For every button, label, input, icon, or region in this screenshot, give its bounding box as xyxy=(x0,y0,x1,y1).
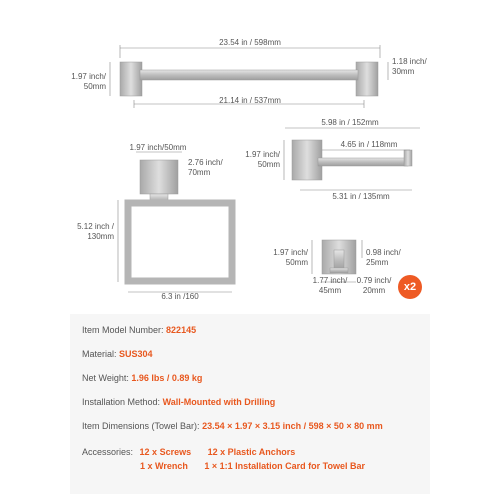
bar-inner-dimension: 21.14 in / 537mm xyxy=(219,96,281,105)
spec-weight-label: Net Weight: xyxy=(82,373,129,383)
bar-height-mm: 50mm xyxy=(83,82,106,91)
hook-base-mm: 25mm xyxy=(366,258,389,267)
bar-depth-in: 1.18 inch/ xyxy=(392,57,427,66)
ring-height-dimension xyxy=(64,222,114,242)
hook-height-dimension xyxy=(258,248,308,268)
spec-install-label: Installation Method: xyxy=(82,397,161,407)
hook-depth-mm: 20mm xyxy=(362,286,386,295)
spec-accessory-wrench: 1 x Wrench xyxy=(140,461,188,471)
spec-install-row xyxy=(82,396,275,408)
tp-total-dimension: 5.98 in / 152mm xyxy=(321,118,379,127)
hook-base-in: 0.98 inch/ xyxy=(366,248,401,257)
ring-height-in: 5.12 inch / xyxy=(77,222,114,231)
hook-height-in: 1.97 inch/ xyxy=(273,248,308,257)
spec-weight-value: 1.96 lbs / 0.89 kg xyxy=(131,373,203,383)
tp-arm-dimension: 4.65 in / 118mm xyxy=(340,140,398,149)
spec-material-row xyxy=(82,348,153,360)
spec-accessories-row xyxy=(82,446,295,458)
spec-install-value: Wall-Mounted with Drilling xyxy=(162,397,276,407)
hook-width-mm: 45mm xyxy=(318,286,342,295)
spec-accessories-label: Accessories: xyxy=(82,447,134,457)
spec-weight-row xyxy=(82,372,202,384)
ring-width-top-dimension: 1.97 inch/50mm xyxy=(129,143,187,152)
hook-height-mm: 50mm xyxy=(285,258,308,267)
spec-accessory-anchors: 12 x Plastic Anchors xyxy=(207,447,296,457)
hook-width-in: 1.77 inch/ xyxy=(312,276,348,285)
bar-total-dimension: 23.54 in / 598mm xyxy=(219,38,281,47)
tp-height-in: 1.97 inch/ xyxy=(245,150,280,159)
quantity-badge: x2 xyxy=(398,275,422,299)
hook-width-dimension xyxy=(308,276,352,296)
spec-dimensions-value: 23.54 × 1.97 × 3.15 inch / 598 × 50 × 80 mm xyxy=(202,421,383,431)
spec-model-value: 822145 xyxy=(166,325,197,335)
ring-depth-dimension xyxy=(188,158,238,178)
paper-holder-drawing xyxy=(284,128,420,190)
hook-base-dimension xyxy=(366,248,416,268)
tp-height-mm: 50mm xyxy=(257,160,280,169)
ring-depth-mm: 70mm xyxy=(188,168,211,177)
spec-accessory-card: 1 × 1:1 Installation Card for Towel Bar xyxy=(204,461,365,471)
spec-accessory-screws: 12 x Screws xyxy=(139,447,192,457)
spec-model-label: Item Model Number: xyxy=(82,325,164,335)
ring-depth-in: 2.76 inch/ xyxy=(188,158,223,167)
ring-width-bottom-dimension: 6.3 in /160 xyxy=(161,292,199,301)
hook-depth-in: 0.79 inch/ xyxy=(356,276,392,285)
bar-depth-mm: 30mm xyxy=(392,67,415,76)
bar-height-in: 1.97 inch/ xyxy=(71,72,106,81)
hook-depth-dimension xyxy=(352,276,396,296)
spec-accessories-row-2 xyxy=(140,460,365,472)
bar-depth-dimension xyxy=(392,57,442,77)
spec-dimensions-label: Item Dimensions (Towel Bar): xyxy=(82,421,200,431)
tp-depth-dimension: 5.31 in / 135mm xyxy=(332,192,390,201)
bar-height-dimension xyxy=(60,72,106,92)
ring-height-mm: 130mm xyxy=(87,232,114,241)
tp-height-dimension xyxy=(232,150,280,170)
spec-material-label: Material: xyxy=(82,349,117,359)
spec-model-row xyxy=(82,324,196,336)
spec-dimensions-row xyxy=(82,420,383,432)
spec-panel xyxy=(70,314,430,494)
spec-material-value: SUS304 xyxy=(119,349,153,359)
